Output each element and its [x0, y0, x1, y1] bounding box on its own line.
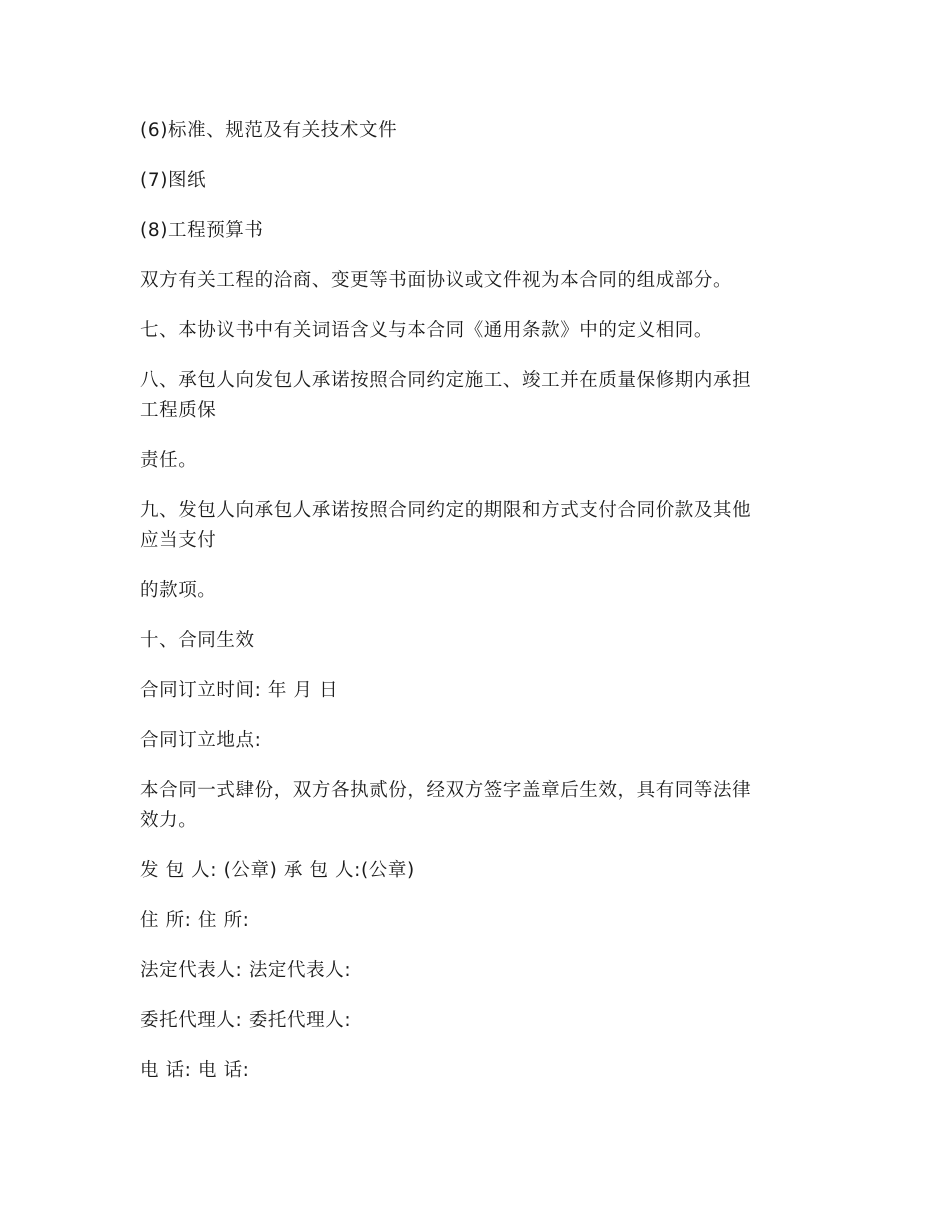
signature-parties: 发 包 人: (公章) 承 包 人:(公章): [140, 860, 415, 881]
clause-ten-heading: 十、合同生效: [140, 630, 255, 651]
contract-date: 合同订立时间: 年 月 日: [140, 680, 339, 701]
signature-legal-rep: 法定代表人: 法定代表人:: [140, 960, 352, 981]
doc-paragraph-agreements: 双方有关工程的洽商、变更等书面协议或文件视为本合同的组成部分。: [140, 270, 733, 291]
clause-eight-line-1: 八、承包人向发包人承诺按照合同约定施工、竣工并在质量保修期内承担: [140, 370, 752, 391]
signature-phone: 电 话: 电 话:: [140, 1060, 250, 1081]
clause-nine-line-1: 九、发包人向承包人承诺按照合同约定的期限和方式支付合同价款及其他: [140, 500, 752, 521]
signature-address: 住 所: 住 所:: [140, 910, 250, 931]
clause-eight-line-3: 责任。: [140, 450, 198, 471]
contract-location: 合同订立地点:: [140, 730, 262, 751]
copies-paragraph-line-1: 本合同一式肆份，双方各执贰份，经双方签字盖章后生效，具有同等法律: [140, 780, 752, 801]
doc-item-standards: (6)标准、规范及有关技术文件: [140, 120, 398, 141]
signature-agent: 委托代理人: 委托代理人:: [140, 1010, 352, 1031]
copies-paragraph-line-2: 效力。: [140, 810, 198, 831]
clause-nine-line-3: 的款项。: [140, 580, 217, 601]
clause-eight-line-2: 工程质保: [140, 400, 217, 421]
doc-item-budget: (8)工程预算书: [140, 220, 264, 241]
clause-seven: 七、本协议书中有关词语含义与本合同《通用条款》中的定义相同。: [140, 320, 714, 341]
clause-nine-line-2: 应当支付: [140, 530, 217, 551]
doc-item-drawings: (7)图纸: [140, 170, 207, 191]
